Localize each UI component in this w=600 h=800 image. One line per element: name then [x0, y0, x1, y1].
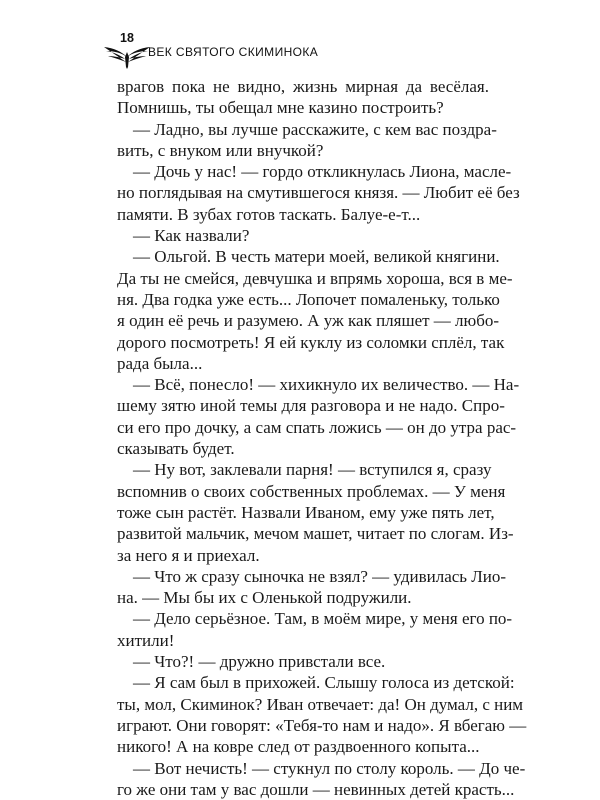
text-line: — Что ж сразу сыночка не взял? — удивилась Лио-	[133, 566, 507, 586]
text-line: развитой мальчик, мечом машет, читает по слогам. Из-	[117, 524, 514, 544]
text-line: памяти. В зубах готов таскать. Балуе-е-т...	[117, 204, 421, 224]
text-line: го же они там у вас дошли — невинных детей красть...	[117, 779, 515, 799]
text-line: дорого посмотреть! Я ей куклу из соломки сплёл, так	[117, 332, 505, 352]
text-line: Помнишь, ты обещал мне казино построить?	[117, 98, 444, 118]
text-line: — Вот нечисть! — стукнул по столу король. — До че-	[133, 758, 526, 778]
text-line: вспомнив о своих собственных проблемах. — У меня	[117, 481, 506, 501]
page-header	[104, 30, 504, 66]
text-line: я один её речь и разумею. А уж как пляшет — любо-	[117, 311, 500, 331]
text-line: но поглядывая на смутившегося князя. — Любит её без	[117, 183, 520, 203]
running-title: ВЕК СВЯТОГО СКИМИНОКА	[148, 45, 319, 59]
text-line: рада была...	[117, 353, 203, 373]
text-line: — Как назвали?	[133, 226, 250, 246]
text-line: — Я сам был в прихожей. Слышу голоса из детской:	[133, 673, 515, 693]
text-line: вить, с внуком или внучкой?	[117, 140, 324, 160]
text-line: никого! А на ковре след от раздвоенного копыта...	[117, 737, 480, 757]
text-line: сказывать будет.	[117, 439, 235, 459]
text-line: — Ладно, вы лучше расскажите, с кем вас поздра-	[133, 119, 497, 139]
text-line: тоже сын растёт. Назвали Иваном, ему уже пять лет,	[117, 502, 495, 522]
page-number: 18	[120, 31, 134, 45]
text-line: за него я и приехал.	[117, 545, 260, 565]
text-line: ты, мол, Скиминок? Иван отвечает: да! Он думал, с ним	[117, 694, 524, 714]
text-line: — Что?! — дружно привстали все.	[133, 652, 386, 672]
text-line: врагов пока не видно, жизнь мирная да весёлая.	[117, 77, 489, 96]
text-line: ня. Два годка уже есть... Лопочет помаленьку, только	[117, 289, 500, 309]
text-line: — Всё, понесло! — хихикнуло их величество. — На-	[133, 375, 520, 395]
text-line: шему зятю иной темы для разговора и не надо. Спро-	[117, 396, 505, 416]
text-line: си его про дочку, а сам спать ложись — он до утра рас-	[117, 417, 517, 437]
text-line: — Ну вот, заклевали парня! — вступился я, сразу	[133, 460, 492, 480]
text-line: хитили!	[117, 630, 175, 650]
text-line: — Ольгой. В честь матери моей, великой княгини.	[133, 247, 500, 267]
text-line: играют. Они говорят: «Тебя-то нам и надо». Я вбегаю —	[117, 715, 527, 735]
text-line: — Дочь у нас! — гордо откликнулась Лиона, масле-	[133, 162, 512, 182]
text-line: Да ты не смейся, девчушка и впрямь хороша, вся в ме-	[117, 268, 513, 288]
text-line: — Дело серьёзное. Там, в моём мире, у меня его по-	[133, 609, 513, 629]
body-text	[117, 76, 527, 800]
text-line: на. — Мы бы их с Оленькой подружили.	[117, 588, 412, 608]
winged-emblem-icon	[104, 43, 150, 69]
